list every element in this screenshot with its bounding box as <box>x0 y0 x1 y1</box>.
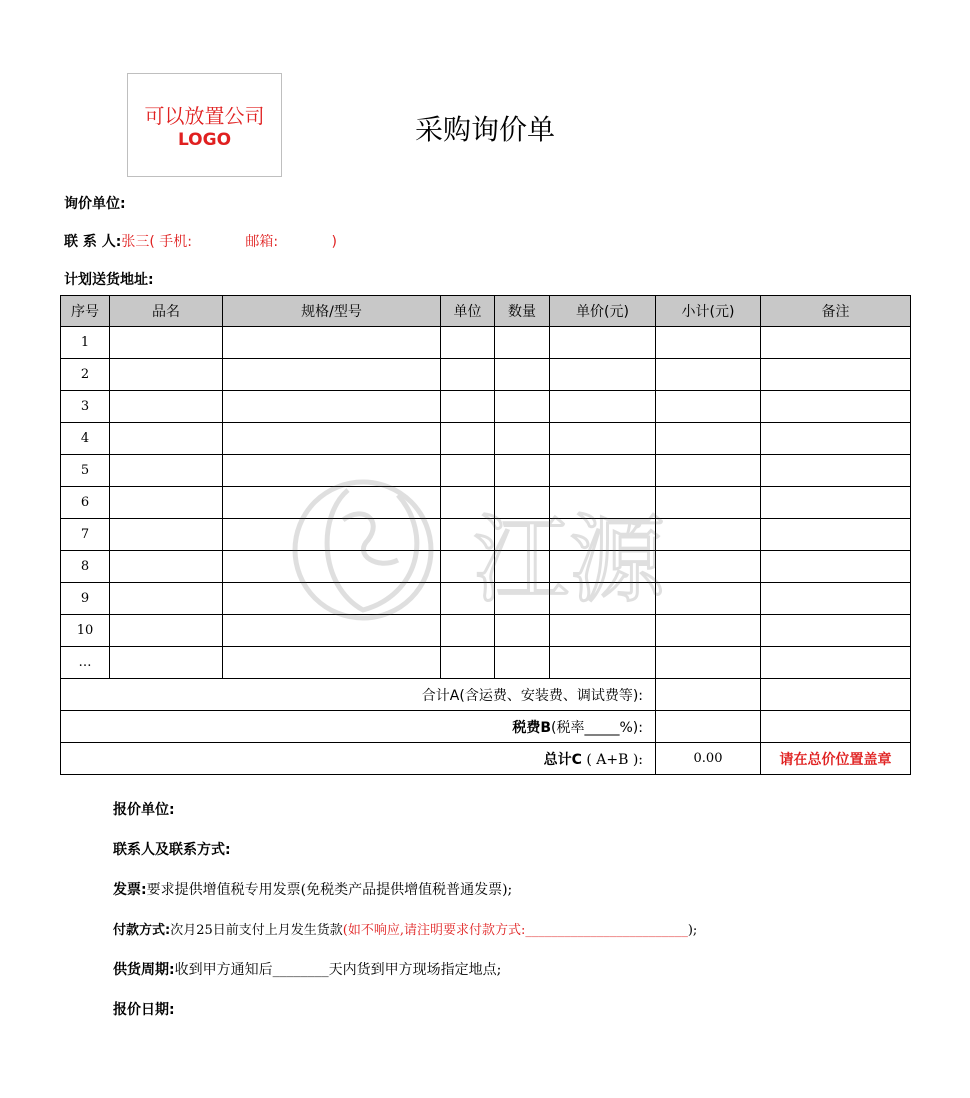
table-cell[interactable] <box>656 551 761 583</box>
tax-b-note[interactable] <box>761 711 911 743</box>
table-cell[interactable] <box>550 583 656 615</box>
total-a-value[interactable] <box>656 679 761 711</box>
row-number: 1 <box>61 327 110 359</box>
address-row <box>64 269 154 289</box>
table-cell[interactable] <box>761 423 911 455</box>
table-cell[interactable] <box>550 455 656 487</box>
inquiry-unit-label: 询价单位: <box>64 196 126 212</box>
total-a-row <box>61 679 911 711</box>
row-number: 2 <box>61 359 110 391</box>
row-number: 5 <box>61 455 110 487</box>
col-header: 规格/型号 <box>223 296 441 327</box>
quote-unit-row <box>113 799 175 819</box>
table-cell[interactable] <box>110 359 223 391</box>
table-cell[interactable] <box>656 647 761 679</box>
table-cell[interactable] <box>495 583 550 615</box>
table-cell[interactable] <box>550 487 656 519</box>
table-row <box>61 551 911 583</box>
table-cell[interactable] <box>441 615 495 647</box>
table-cell[interactable] <box>656 359 761 391</box>
table-cell[interactable] <box>495 487 550 519</box>
table-cell[interactable] <box>223 359 441 391</box>
total-a-label: 合计A(含运费、安装费、调试费等): <box>61 679 656 711</box>
total-c-formula: ( A+B ): <box>586 751 643 768</box>
table-row <box>61 359 911 391</box>
logo-placeholder <box>127 73 282 177</box>
row-number: 10 <box>61 615 110 647</box>
table-cell[interactable] <box>761 583 911 615</box>
tax-b-value[interactable] <box>656 711 761 743</box>
payment-end: ); <box>687 923 698 938</box>
table-cell[interactable] <box>441 423 495 455</box>
table-cell[interactable] <box>110 455 223 487</box>
table-cell[interactable] <box>110 327 223 359</box>
table-cell[interactable] <box>441 487 495 519</box>
table-cell[interactable] <box>656 519 761 551</box>
total-c-row <box>61 743 911 775</box>
contact-label: 联 系 人: <box>64 234 122 250</box>
table-cell[interactable] <box>550 551 656 583</box>
table-row <box>61 519 911 551</box>
table-cell[interactable] <box>761 359 911 391</box>
supply-label: 供货周期: <box>113 962 175 978</box>
table-cell[interactable] <box>656 583 761 615</box>
table-cell[interactable] <box>761 551 911 583</box>
table-cell[interactable] <box>656 391 761 423</box>
address-label: 计划送货地址: <box>64 272 154 288</box>
table-cell[interactable] <box>495 327 550 359</box>
table-cell[interactable] <box>550 423 656 455</box>
tax-b-label-cell <box>61 711 656 743</box>
table-cell[interactable] <box>441 519 495 551</box>
table-cell[interactable] <box>550 359 656 391</box>
table-cell[interactable] <box>110 647 223 679</box>
table-row <box>61 647 911 679</box>
table-cell[interactable] <box>550 615 656 647</box>
table-header-row <box>61 296 911 327</box>
logo-line2: LOGO <box>177 130 232 150</box>
table-cell[interactable] <box>223 327 441 359</box>
page-title: 采购询价单 <box>414 113 555 146</box>
row-number: 3 <box>61 391 110 423</box>
tax-b-rate: (税率_____%): <box>551 719 643 736</box>
table-cell[interactable] <box>223 615 441 647</box>
table-cell[interactable] <box>223 647 441 679</box>
payment-red-note: (如不响应,请注明要求付款方式:_________________________ <box>342 923 688 938</box>
table-cell[interactable] <box>761 487 911 519</box>
logo-line1: 可以放置公司 <box>144 104 265 128</box>
col-header: 数量 <box>495 296 550 327</box>
table-cell[interactable] <box>761 327 911 359</box>
quote-date-label: 报价日期: <box>113 1002 175 1018</box>
table-cell[interactable] <box>495 359 550 391</box>
table-cell[interactable] <box>656 487 761 519</box>
table-cell[interactable] <box>110 551 223 583</box>
total-c-label-cell <box>61 743 656 775</box>
table-cell[interactable] <box>495 391 550 423</box>
row-number: 9 <box>61 583 110 615</box>
supply-text: 收到甲方通知后________天内货到甲方现场指定地点; <box>174 962 502 978</box>
table-cell[interactable] <box>656 615 761 647</box>
table-cell[interactable] <box>761 647 911 679</box>
col-header: 序号 <box>61 296 110 327</box>
total-c-value[interactable]: 0.00 <box>656 743 761 775</box>
payment-row <box>113 919 697 938</box>
table-cell[interactable] <box>495 615 550 647</box>
table-row <box>61 455 911 487</box>
row-number: … <box>61 647 110 679</box>
table-cell[interactable] <box>441 455 495 487</box>
table-cell[interactable] <box>495 519 550 551</box>
payment-label: 付款方式: <box>113 923 171 938</box>
table-cell[interactable] <box>550 647 656 679</box>
invoice-row <box>113 879 512 899</box>
table-cell[interactable] <box>223 423 441 455</box>
table-cell[interactable] <box>441 551 495 583</box>
quote-unit-label: 报价单位: <box>113 802 175 818</box>
table-cell[interactable] <box>495 455 550 487</box>
table-cell[interactable] <box>495 423 550 455</box>
table-row <box>61 583 911 615</box>
table-cell[interactable] <box>656 455 761 487</box>
table-cell[interactable] <box>441 391 495 423</box>
table-cell[interactable] <box>223 583 441 615</box>
stamp-note: 请在总价位置盖章 <box>761 743 911 775</box>
table-row <box>61 487 911 519</box>
table-cell[interactable] <box>550 327 656 359</box>
table-row <box>61 327 911 359</box>
table-cell[interactable] <box>441 359 495 391</box>
contact-value: 张三( 手机: 邮箱: ) <box>121 234 337 250</box>
inquiry-table <box>60 295 911 775</box>
inquiry-unit-row <box>64 193 126 213</box>
row-number: 7 <box>61 519 110 551</box>
table-cell[interactable] <box>223 487 441 519</box>
table-cell[interactable] <box>550 391 656 423</box>
row-number: 8 <box>61 551 110 583</box>
table-cell[interactable] <box>550 519 656 551</box>
tax-b-row <box>61 711 911 743</box>
row-number: 6 <box>61 487 110 519</box>
table-cell[interactable] <box>441 647 495 679</box>
table-cell[interactable] <box>761 455 911 487</box>
invoice-label: 发票: <box>113 882 147 898</box>
payment-text: 次月25日前支付上月发生货款 <box>170 923 343 938</box>
table-cell[interactable] <box>441 327 495 359</box>
supply-row <box>113 959 501 979</box>
table-cell[interactable] <box>761 615 911 647</box>
total-c-label: 总计C <box>543 751 582 768</box>
quote-contact-row <box>113 839 231 859</box>
quote-contact-label: 联系人及联系方式: <box>113 842 231 858</box>
table-cell[interactable] <box>656 423 761 455</box>
table-cell[interactable] <box>761 391 911 423</box>
table-cell[interactable] <box>110 583 223 615</box>
table-cell[interactable] <box>110 423 223 455</box>
tax-b-label: 税费B <box>512 719 552 736</box>
watermark-text: 江源 <box>473 504 665 616</box>
table-cell[interactable] <box>656 327 761 359</box>
table-cell[interactable] <box>110 391 223 423</box>
table-row <box>61 615 911 647</box>
quote-date-row <box>113 999 175 1019</box>
col-header: 单价(元) <box>550 296 656 327</box>
invoice-text: 要求提供增值税专用发票(免税类产品提供增值税普通发票); <box>146 882 513 898</box>
table-cell[interactable] <box>223 455 441 487</box>
table-cell[interactable] <box>223 551 441 583</box>
table-cell[interactable] <box>110 519 223 551</box>
table-cell[interactable] <box>495 551 550 583</box>
table-cell[interactable] <box>495 647 550 679</box>
col-header: 品名 <box>110 296 223 327</box>
table-cell[interactable] <box>223 391 441 423</box>
total-a-note[interactable] <box>761 679 911 711</box>
table-cell[interactable] <box>110 487 223 519</box>
contact-row <box>64 231 337 251</box>
table-cell[interactable] <box>441 583 495 615</box>
col-header: 备注 <box>761 296 911 327</box>
table-cell[interactable] <box>761 519 911 551</box>
col-header: 单位 <box>441 296 495 327</box>
row-number: 4 <box>61 423 110 455</box>
table-row <box>61 423 911 455</box>
table-cell[interactable] <box>223 519 441 551</box>
table-row <box>61 391 911 423</box>
table-cell[interactable] <box>110 615 223 647</box>
col-header: 小计(元) <box>656 296 761 327</box>
